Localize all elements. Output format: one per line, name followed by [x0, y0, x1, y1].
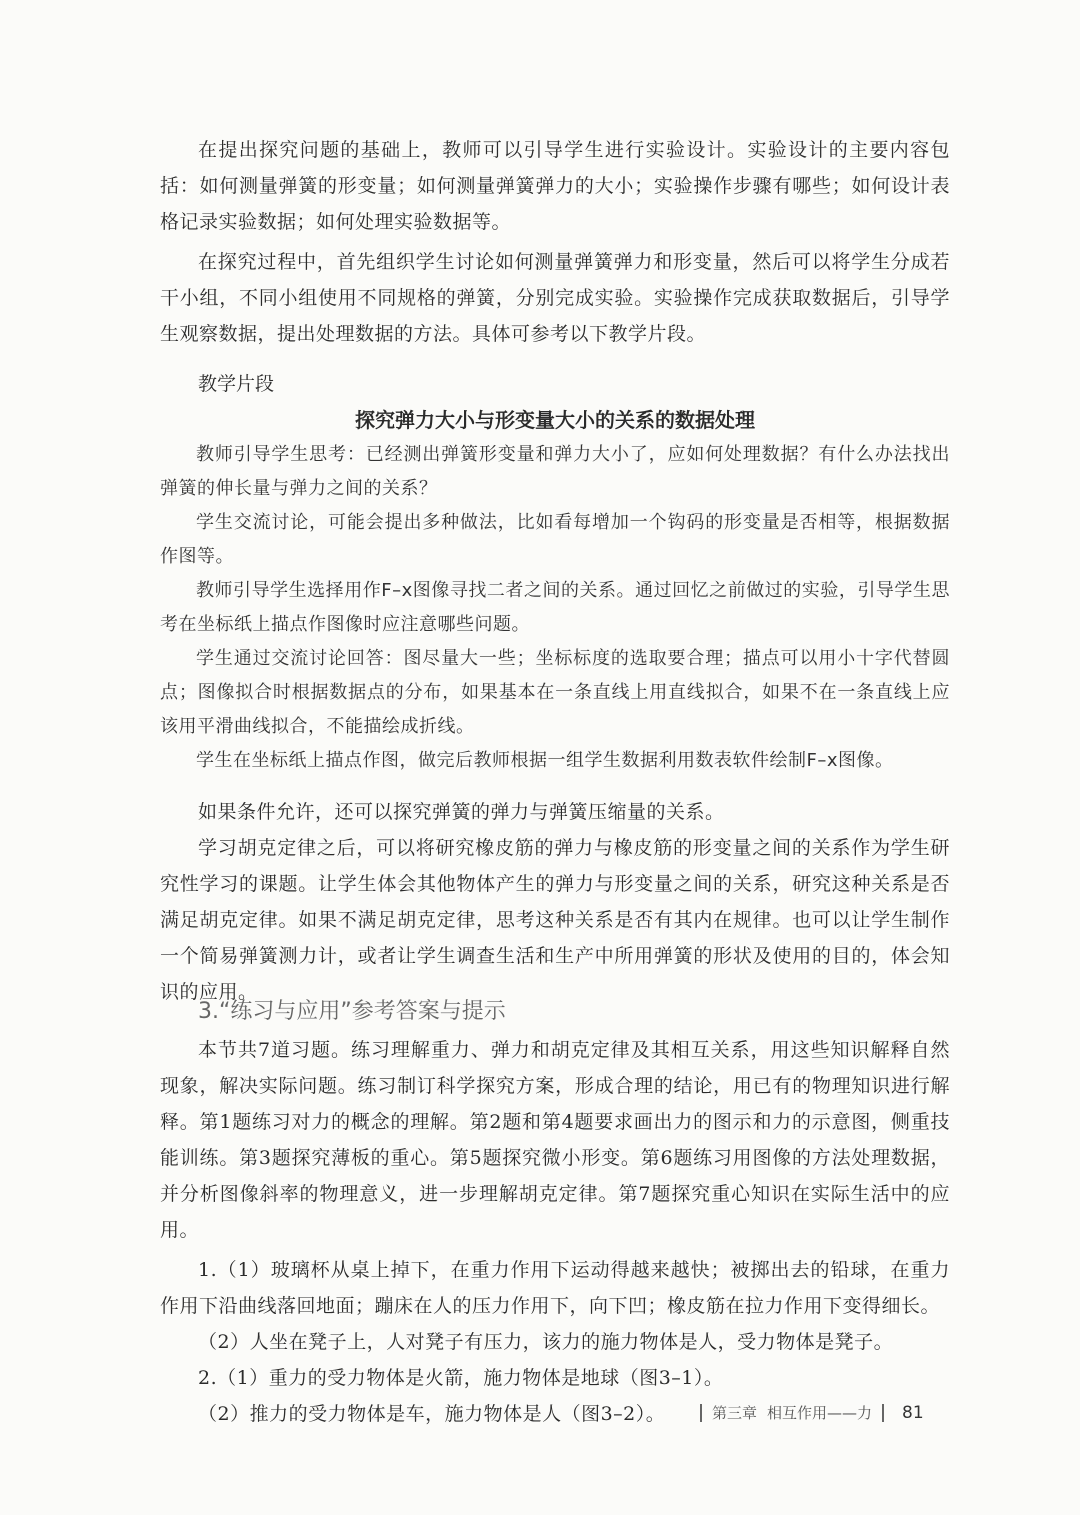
paragraph: 在提出探究问题的基础上，教师可以引导学生进行实验设计。实验设计的主要内容包括：如何测量弹簧的形变量；如何测量弹簧弹力的大小；实验操作步骤有哪些；如何设计表格记录实验数据；如何处理实验数据等。	[160, 139, 950, 233]
fragment-label: 教学片段	[198, 373, 275, 395]
chapter-label: 第三章	[712, 1404, 758, 1422]
paragraph: 在探究过程中，首先组织学生讨论如何测量弹簧弹力和形变量，然后可以将学生分成若干小组，不同小组使用不同规格的弹簧，分别完成实验。实验操作完成获取数据后，引导学生观察数据，提出处理数据的方法。具体可参考以下教学片段。	[160, 251, 950, 345]
fragment-paragraph: 教师引导学生选择用作F–x图像寻找二者之间的关系。通过回忆之前做过的实验，引导学生思考在坐标纸上描点作图像时应注意哪些问题。	[160, 580, 950, 635]
fragment-title: 探究弹力大小与形变量大小的关系的数据处理	[355, 408, 755, 432]
extension-text	[160, 794, 950, 1010]
paragraph: 如果条件允许，还可以探究弹簧的弹力与弹簧压缩量的关系。	[198, 801, 725, 823]
teaching-fragment	[160, 366, 950, 778]
answer-item: （2）人坐在凳子上，人对凳子有压力，该力的施力物体是人，受力物体是凳子。	[198, 1331, 894, 1353]
chapter-title: 相互作用——力	[767, 1404, 873, 1422]
footer-divider	[882, 1404, 884, 1422]
page-number: 81	[902, 1402, 924, 1423]
fragment-paragraph: 学生交流讨论，可能会提出多种做法，比如看每增加一个钩码的形变量是否相等，根据数据作图等。	[160, 512, 950, 567]
fragment-paragraph: 教师引导学生思考：已经测出弹簧形变量和弹力大小了，应如何处理数据？有什么办法找出弹簧的伸长量与弹力之间的关系？	[160, 444, 950, 499]
answers-section	[160, 992, 950, 1432]
section-paragraph: 本节共7道习题。练习理解重力、弹力和胡克定律及其相互关系，用这些知识解释自然现象，解决实际问题。练习制订科学探究方案，形成合理的结论，用已有的物理知识进行解释。第1题练习对力的概念的理解。第2题和第4题要求画出力的图示和力的示意图，侧重技能训练。第3题探究薄板的重心。第5题探究微小形变。第6题练习用图像的方法处理数据，并分析图像斜率的物理意义，进一步理解胡克定律。第7题探究重心知识在实际生活中的应用。	[160, 1039, 950, 1241]
answer-item: （2）推力的受力物体是车，施力物体是人（图3–2）。	[198, 1403, 666, 1425]
page-footer	[700, 1402, 950, 1423]
fragment-paragraph: 学生在坐标纸上描点作图，做完后教师根据一组学生数据利用数表软件绘制F–x图像。	[196, 750, 894, 771]
footer-divider	[700, 1404, 702, 1422]
answer-item: 1.（1）玻璃杯从桌上掉下，在重力作用下运动得越来越快；被掷出去的铅球，在重力作用下沿曲线落回地面；蹦床在人的压力作用下，向下凹；橡皮筋在拉力作用下变得细长。	[160, 1259, 950, 1317]
answer-item: 2.（1）重力的受力物体是火箭，施力物体是地球（图3–1）。	[198, 1367, 724, 1389]
intro-text	[160, 132, 950, 352]
paragraph: 学习胡克定律之后，可以将研究橡皮筋的弹力与橡皮筋的形变量之间的关系作为学生研究性学习的课题。让学生体会其他物体产生的弹力与形变量之间的关系，研究这种关系是否满足胡克定律。如果不满足胡克定律，思考这种关系是否有其内在规律。也可以让学生制作一个简易弹簧测力计，或者让学生调查生活和生产中所用弹簧的形状及使用的目的，体会知识的应用。	[160, 837, 950, 1003]
section-heading: 3.“练习与应用”参考答案与提示	[198, 999, 506, 1024]
fragment-paragraph: 学生通过交流讨论回答：图尽量大一些；坐标标度的选取要合理；描点可以用小十字代替圆点；图像拟合时根据数据点的分布，如果基本在一条直线上用直线拟合，如果不在一条直线上应该用平滑曲线拟合，不能描绘成折线。	[160, 648, 950, 737]
